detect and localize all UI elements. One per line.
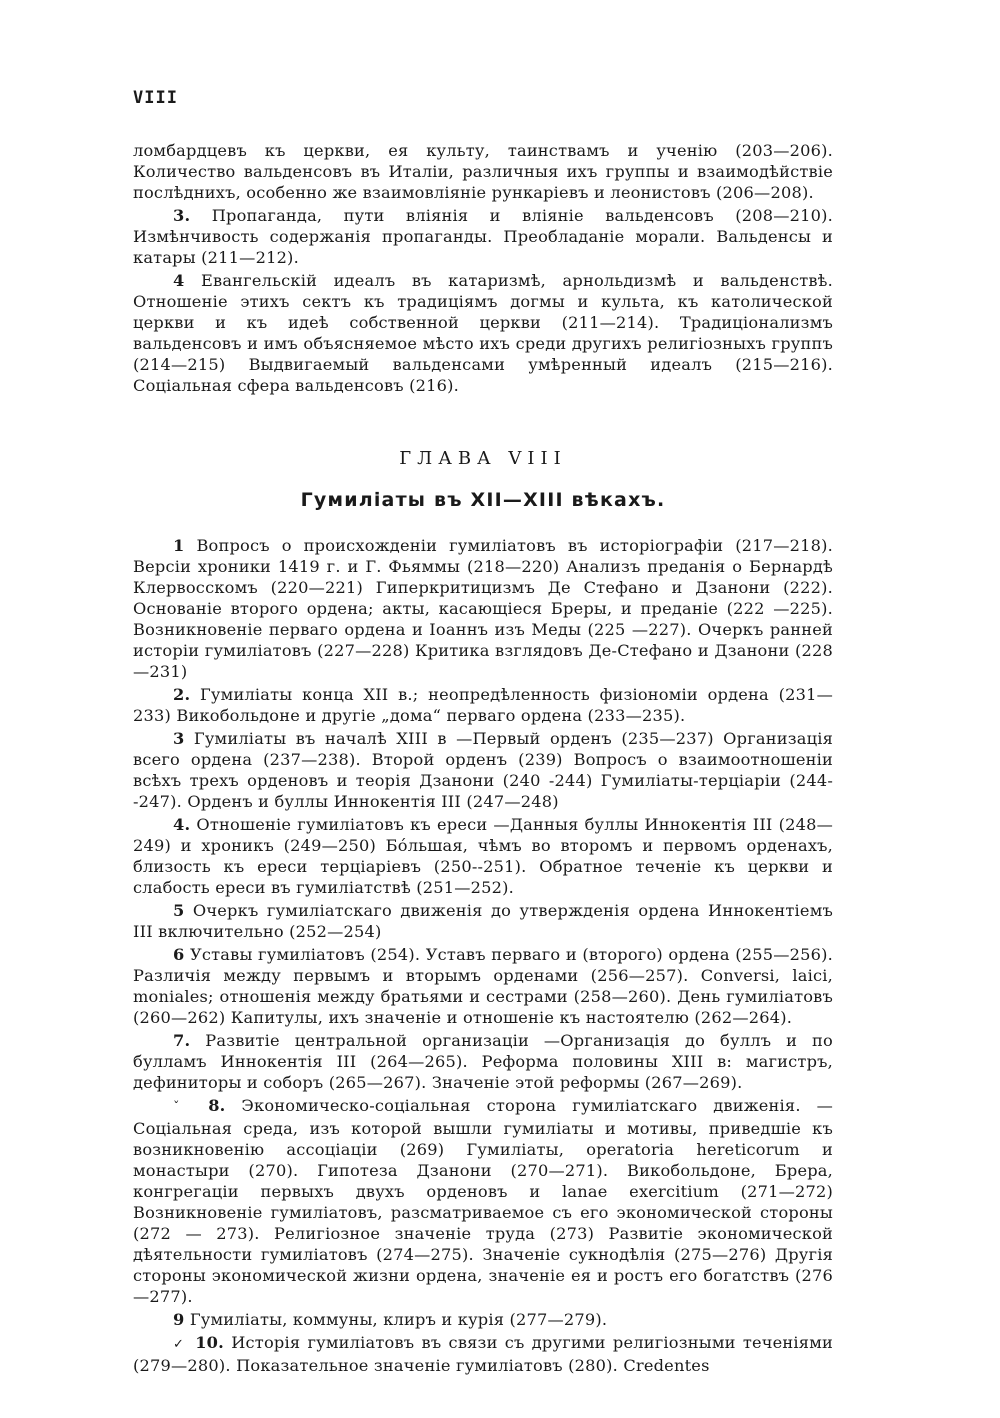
chapter-title: Гумиліаты въ XII—XIII вѣкахъ. <box>300 489 666 511</box>
paragraph-4 <box>133 270 833 396</box>
margin-mark: ˇ <box>173 1100 191 1115</box>
paragraph-text: Уставы гумиліатовъ (254). Уставъ перваго и (второго) ордена (255—256). Различія между первымъ и вторымъ орденами (256—257). Conversi, laici, moniales; отношенія между братьями и сестрами (258—260). День гумиліатовъ (260—262) Капитулы, ихъ значеніе и отношеніе къ настоятелю (262—264). <box>133 945 833 1027</box>
paragraph-text: Евангельскій идеалъ въ катаризмѣ, арнольдизмѣ и вальденствѣ. Отношеніе этихъ сектъ къ традиціямъ догмы и культа, къ католической церкви и къ идеѣ собственной церкви (211—214). Традиціонализмъ вальденсовъ и имъ объясняемое мѣсто ихъ среди другихъ религіозныхъ группъ (214—215) Выдвигаемый вальденсами умѣренный идеалъ (215—216). Соціальная сфера вальденсовъ (216). <box>133 271 833 395</box>
paragraph-text: Отношеніе гумиліатовъ къ ереси —Данныя буллы Иннокентія III (248—249) и хроникъ (249—250) Бóльшая, чѣмъ во второмъ и первомъ орденахъ, близость къ ереси терціаріевъ (250--251). Обратное теченіе къ церкви и слабость ереси въ гумиліатствѣ (251—252). <box>133 815 833 897</box>
chapter-paragraph-1 <box>133 535 833 682</box>
paragraph-text: Исторія гумиліатовъ въ связи съ другими религіозными теченіями (279—280). Показательное значеніе гумиліатовъ (280). Credentes <box>133 1333 833 1375</box>
chapter-paragraph-9 <box>133 1309 833 1330</box>
paragraph-number: 3 <box>173 729 185 748</box>
paragraph-text: Вопросъ о происхожденіи гумиліатовъ въ исторіографіи (217—218). Версіи хроники 1419 г. и Г. Фьяммы (218—220) Анализъ преданія о Бернардѣ Клервосскомъ (220—221) Гиперкритицизмъ Де Стефано и Дзанони (222). Основаніе второго ордена; акты, касающіеся Бреры, и преданіе (222 —225). Возникновеніе перваго ордена и Іоаннъ изъ Меды (225 —227). Очеркъ ранней исторіи гумиліатовъ (227—228) Критика взглядовъ Де-Стефано и Дзанони (228—231) <box>133 536 833 681</box>
paragraph-text: Гумиліаты въ началѣ XIII в —Первый орденъ (235—237) Организація всего ордена (237—238). Второй орденъ (239) Вопросъ о взаимоотношеніи всѣхъ трехъ орденовъ и теорія Дзанони (240 -244) Гумиліаты-терціаріи (244--247). Орденъ и буллы Иннокентія III (247—248) <box>133 729 833 811</box>
paragraph-number: 1 <box>173 536 185 555</box>
paragraph-continuation <box>133 140 833 203</box>
paragraph-text: Очеркъ гумиліатскаго движенія до утвержденія ордена Иннокентіемъ III включительно (252—254) <box>133 901 833 941</box>
paragraph-text: Гумиліаты, коммуны, клиръ и курія (277—279). <box>189 1310 608 1329</box>
paragraph-number: 9 <box>173 1310 185 1329</box>
paragraph-3 <box>133 205 833 268</box>
paragraph-text: Развитіе центральной организаціи —Организація до буллъ и по булламъ Иннокентія III (264—265). Реформа половины XIII в: магистръ, дефиниторы и соборъ (265—267). Значеніе этой реформы (267—269). <box>133 1031 833 1092</box>
chapter-paragraph-10 <box>133 1332 833 1376</box>
paragraph-text: Гумиліаты конца XII в.; неопредѣленность физіономіи ордена (231—233) Викобольдоне и другіе „дома“ перваго ордена (233—235). <box>133 685 833 725</box>
chapter-paragraph-2 <box>133 684 833 726</box>
paragraph-number: 5 <box>173 901 185 920</box>
chapter-paragraph-8 <box>133 1095 833 1307</box>
chapter-paragraph-7 <box>133 1030 833 1093</box>
paragraph-number: 6 <box>173 945 185 964</box>
paragraph-number: 10. <box>195 1333 224 1352</box>
paragraph-text: Пропаганда, пути вліянія и вліяніе вальденсовъ (208—210). Измѣнчивость содержанія пропаганды. Преобладаніе морали. Вальденсы и катары (211—212). <box>133 206 833 267</box>
chapter-paragraph-6 <box>133 944 833 1028</box>
paragraph-number: 2. <box>173 685 191 704</box>
chapter-paragraph-5 <box>133 900 833 942</box>
document-page <box>133 88 833 1378</box>
chapter-label: ГЛАВА VIII <box>399 448 567 469</box>
paragraph-number: 7. <box>173 1031 191 1050</box>
paragraph-text: Экономическо-соціальная сторона гумиліатскаго движенія. —Соціальная среда, изъ которой вышли гумиліаты и мотивы, приведшіе къ возникновенію ассоціаціи (269) Гумиліаты, operatoria hereticorum и монастыри (270). Гипотеза Дзанони (270—271). Викобольдоне, Брера, конгрегаціи первыхъ двухъ орденовъ и lanae exercitium (271—272) Возникновеніе гумиліатовъ, разсматриваемое съ его экономической стороны (272 — 273). Религіозное значеніе труда (273) Развитіе экономической дѣятельности гумиліатовъ (274—275). Значеніе сукнодѣлія (275—276) Другія стороны экономической жизни ордена, значеніе ея и ростъ его богатствъ (276—277). <box>133 1096 833 1306</box>
page-number: VIII <box>133 88 178 108</box>
intro-section <box>133 140 833 396</box>
paragraph-number: 4. <box>173 815 191 834</box>
chapter-paragraph-4 <box>133 814 833 898</box>
paragraph-number: 8. <box>208 1096 226 1115</box>
chapter-contents <box>133 535 833 1376</box>
paragraph-text: ломбардцевъ къ церкви, ея культу, таинствамъ и ученію (203—206). Количество вальденсовъ въ Италіи, различныя ихъ группы и взаимодѣйствіе послѣднихъ, особенно же взаимовліяніе рункаріевъ и леонистовъ (206—208). <box>133 141 833 202</box>
chapter-paragraph-3 <box>133 728 833 812</box>
paragraph-number: 3. <box>173 206 191 225</box>
check-mark-icon: ✓ <box>173 1337 186 1352</box>
paragraph-number: 4 <box>173 271 185 290</box>
